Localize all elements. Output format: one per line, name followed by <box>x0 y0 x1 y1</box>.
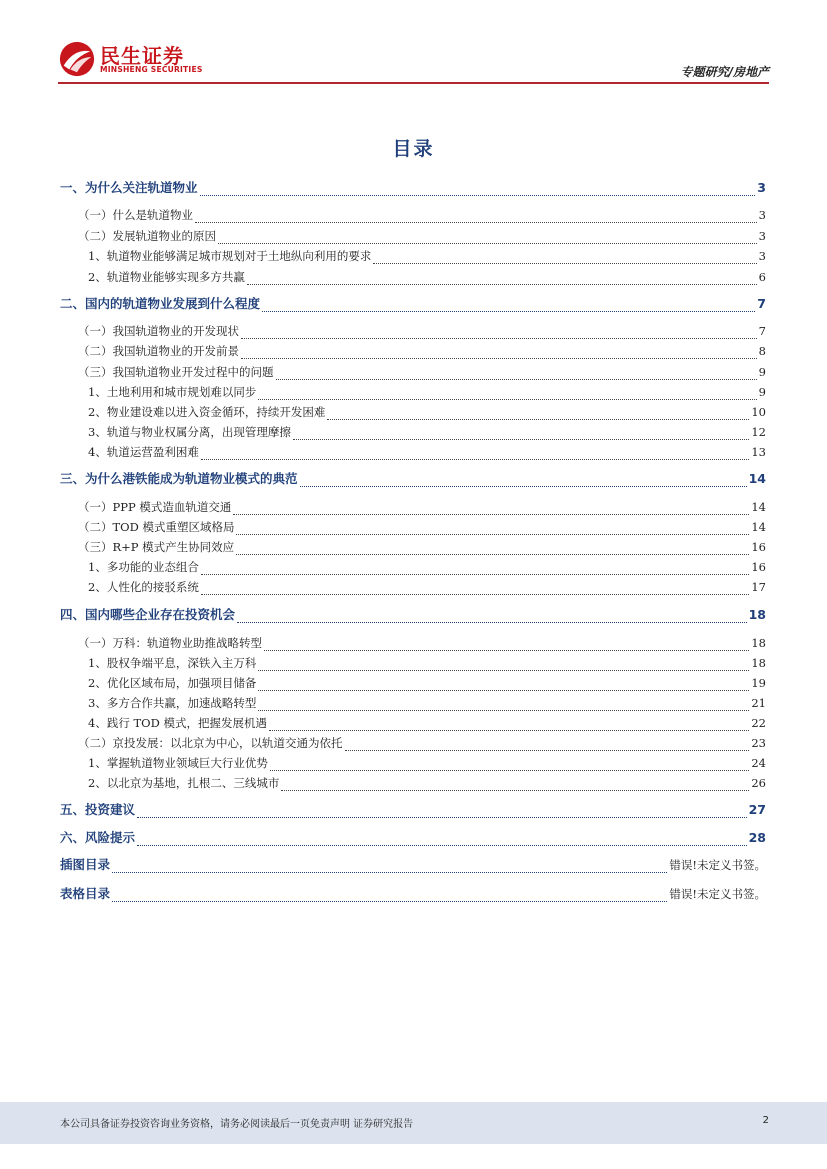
toc-dot-leader <box>373 253 756 264</box>
toc-entry-page: 16 <box>751 560 766 574</box>
toc-entry-title: （二）发展轨道物业的原因 <box>78 229 216 243</box>
toc-entry-page: 3 <box>757 180 766 195</box>
toc-entry[interactable] <box>78 364 766 380</box>
toc-dot-leader <box>201 584 750 595</box>
page-number: 2 <box>762 1115 769 1126</box>
toc-dot-leader <box>112 891 667 902</box>
toc-entry-page: 10 <box>751 405 766 419</box>
toc-dot-leader <box>201 449 750 460</box>
toc-entry-page: 18 <box>748 607 766 622</box>
toc-dot-leader <box>276 369 757 380</box>
toc-entry-page: 23 <box>751 736 766 750</box>
toc-entry[interactable] <box>88 579 766 595</box>
toc-entry-page: 22 <box>751 716 766 730</box>
toc-entry-title: 六、风险提示 <box>60 830 136 845</box>
toc-entry-page: 14 <box>748 471 766 486</box>
toc-entry[interactable] <box>88 248 766 264</box>
toc-title: 目录 <box>392 138 435 160</box>
toc-dot-leader <box>137 807 747 818</box>
toc-entry[interactable] <box>88 715 766 731</box>
toc-dot-leader <box>293 429 750 440</box>
toc-entry-page: 14 <box>751 520 766 534</box>
toc-entry[interactable] <box>78 519 766 535</box>
toc-entry[interactable] <box>60 471 766 487</box>
toc-entry-title: （二）京投发展：以北京为中心，以轨道交通为依托 <box>78 736 343 750</box>
toc-entry-title: 4、轨道运营盈利困难 <box>88 445 199 459</box>
toc-entry-page: 21 <box>751 696 766 710</box>
minsheng-logo-icon <box>58 40 96 78</box>
toc-entry[interactable] <box>88 655 766 671</box>
toc-entry-page: 14 <box>751 500 766 514</box>
toc-entry[interactable] <box>88 269 766 285</box>
toc-entry-page: 16 <box>751 540 766 554</box>
toc-entry-title: （一）万科：轨道物业助推战略转型 <box>78 636 262 650</box>
report-type-label: 专题研究/房地产 <box>680 65 769 79</box>
toc-entry[interactable] <box>78 228 766 244</box>
toc-entry-page: 24 <box>751 756 766 770</box>
toc-entry-page: 13 <box>751 445 766 459</box>
toc-entry-page: 12 <box>751 425 766 439</box>
toc-dot-leader <box>237 612 747 623</box>
toc-entry[interactable] <box>88 404 766 420</box>
toc-entry-title: 二、国内的轨道物业发展到什么程度 <box>60 296 261 311</box>
toc-entry[interactable] <box>60 857 766 873</box>
toc-entry[interactable] <box>88 444 766 460</box>
toc-entry-title: （三）R+P 模式产生协同效应 <box>78 540 235 554</box>
toc-entry-title: （二）TOD 模式重塑区域格局 <box>78 520 235 534</box>
toc-entry-page: 18 <box>751 656 766 670</box>
toc-entry-title: 2、人性化的接驳系统 <box>88 580 199 594</box>
toc-entry[interactable] <box>60 607 766 623</box>
toc-entry-title: 1、掌握轨道物业领域巨大行业优势 <box>88 756 268 770</box>
toc-entry-title: （一）什么是轨道物业 <box>78 208 193 222</box>
toc-entry[interactable] <box>60 180 766 196</box>
toc-entry-title: 三、为什么港铁能成为轨道物业模式的典范 <box>60 471 298 486</box>
toc-dot-leader <box>345 740 750 751</box>
toc-entry-page: 6 <box>758 270 766 284</box>
toc-entry-title: 插图目录 <box>60 857 111 872</box>
toc-entry[interactable] <box>60 886 766 902</box>
toc-entry-title: 3、轨道与物业权属分离，出现管理摩擦 <box>88 425 291 439</box>
toc-dot-leader <box>236 544 749 555</box>
toc-entry-page: 8 <box>758 344 766 358</box>
toc-dot-leader <box>262 301 755 312</box>
toc-dot-leader <box>137 835 747 846</box>
toc-entry[interactable] <box>78 539 766 555</box>
toc-dot-leader <box>236 524 749 535</box>
toc-entry-page: 错误!未定义书签。 <box>669 887 766 901</box>
toc-entry-title: 4、践行 TOD 模式，把握发展机遇 <box>88 716 267 730</box>
toc-dot-leader <box>258 700 749 711</box>
toc-entry[interactable] <box>88 755 766 771</box>
toc-entry[interactable] <box>60 296 766 312</box>
toc-entry[interactable] <box>60 830 766 846</box>
toc-dot-leader <box>270 760 750 771</box>
toc-entry-title: 3、多方合作共赢，加速战略转型 <box>88 696 257 710</box>
toc-dot-leader <box>300 476 747 487</box>
toc-dot-leader <box>258 680 749 691</box>
toc-entry[interactable] <box>88 695 766 711</box>
toc-entry-page: 3 <box>758 249 766 263</box>
company-logo <box>58 38 208 80</box>
toc-dot-leader <box>264 640 749 651</box>
toc-entry-page: 28 <box>748 830 766 845</box>
toc-entry-page: 3 <box>758 208 766 222</box>
toc-dot-leader <box>241 328 757 339</box>
toc-entry-title: 2、轨道物业能够实现多方共赢 <box>88 270 245 284</box>
toc-entry-title: （一）PPP 模式造血轨道交通 <box>78 500 232 514</box>
toc-dot-leader <box>218 233 757 244</box>
toc-dot-leader <box>258 389 756 400</box>
header-divider <box>58 82 769 84</box>
toc-dot-leader <box>201 564 750 575</box>
toc-entry-title: 2、物业建设难以进入资金循环，持续开发困难 <box>88 405 326 419</box>
toc-entry-title: （三）我国轨道物业开发过程中的问题 <box>78 365 274 379</box>
logo-english-name: MINSHENG SECURITIES <box>100 65 203 74</box>
toc-entry[interactable] <box>78 343 766 359</box>
toc-entry[interactable] <box>60 802 766 818</box>
toc-entry-page: 19 <box>751 676 766 690</box>
toc-entry[interactable] <box>78 207 766 223</box>
toc-dot-leader <box>327 409 749 420</box>
toc-entry[interactable] <box>88 384 766 400</box>
toc-entry-page: 7 <box>758 324 766 338</box>
toc-entry-page: 27 <box>748 802 766 817</box>
toc-entry-page: 3 <box>758 229 766 243</box>
toc-dot-leader <box>195 212 757 223</box>
toc-entry-page: 9 <box>758 385 766 399</box>
toc-entry[interactable] <box>88 424 766 440</box>
toc-entry[interactable] <box>78 499 766 515</box>
toc-entry-title: 2、以北京为基地，扎根二、三线城市 <box>88 776 280 790</box>
logo-chinese-name: 民生证券 <box>100 44 184 68</box>
toc-entry-title: 1、股权争端平息，深铁入主万科 <box>88 656 257 670</box>
toc-dot-leader <box>241 348 757 359</box>
toc-entry-title: 1、多功能的业态组合 <box>88 560 199 574</box>
toc-dot-leader <box>200 185 756 196</box>
toc-entry[interactable] <box>88 559 766 575</box>
toc-dot-leader <box>112 862 667 873</box>
toc-entry-title: 四、国内哪些企业存在投资机会 <box>60 607 236 622</box>
toc-entry-page: 26 <box>751 776 766 790</box>
toc-dot-leader <box>269 720 749 731</box>
toc-entry-title: 1、土地利用和城市规划难以同步 <box>88 385 257 399</box>
toc-entry-title: 2、优化区域布局，加强项目储备 <box>88 676 257 690</box>
toc-entry-page: 17 <box>751 580 766 594</box>
toc-entry[interactable] <box>88 775 766 791</box>
toc-entry-title: 表格目录 <box>60 886 111 901</box>
page-footer <box>0 1102 827 1144</box>
toc-entry[interactable] <box>78 735 766 751</box>
toc-entry-page: 9 <box>758 365 766 379</box>
page-header <box>0 0 827 90</box>
toc-entry[interactable] <box>78 323 766 339</box>
toc-dot-leader <box>281 780 749 791</box>
toc-entry-page: 错误!未定义书签。 <box>669 858 766 872</box>
toc-dot-leader <box>233 504 749 515</box>
toc-entry-title: 五、投资建议 <box>60 802 136 817</box>
toc-entry-title: （二）我国轨道物业的开发前景 <box>78 344 239 358</box>
toc-dot-leader <box>247 274 757 285</box>
toc-entry-page: 7 <box>757 296 766 311</box>
toc-entry-page: 18 <box>751 636 766 650</box>
toc-dot-leader <box>258 660 749 671</box>
toc-entry-title: 1、轨道物业能够满足城市规划对于土地纵向利用的要求 <box>88 249 372 263</box>
toc-entry[interactable] <box>88 675 766 691</box>
toc-entry-title: （一）我国轨道物业的开发现状 <box>78 324 239 338</box>
footer-disclaimer: 本公司具备证券投资咨询业务资格，请务必阅读最后一页免责声明 证券研究报告 <box>60 1119 414 1130</box>
toc-entry-title: 一、为什么关注轨道物业 <box>60 180 198 195</box>
toc-entry[interactable] <box>78 635 766 651</box>
